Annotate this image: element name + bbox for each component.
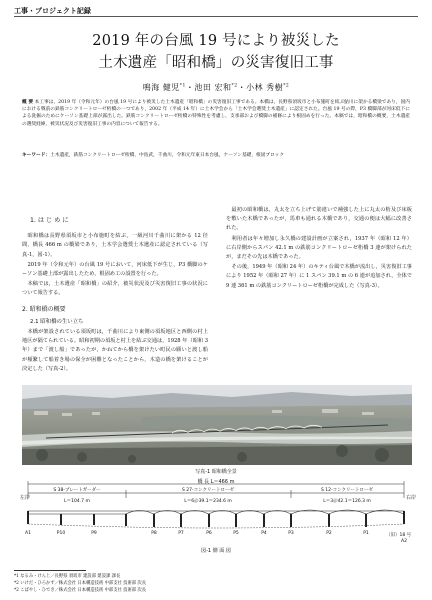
author-mark: *2 xyxy=(231,83,238,89)
body-paragraph: 昭和橋は長野県須坂市と小布施町を結ぶ，一級河川千曲川に架かる 12 径間，橋長 466 m の橋梁であり，土木学会選奨土木遺産に認定されている（写真-1，図-1）。 xyxy=(22,233,208,258)
side-elevation-figure xyxy=(14,478,418,558)
pier-label: A1 xyxy=(25,531,31,536)
pier-label: P1 xyxy=(363,531,369,536)
footnote: *2 こばやし・ひでき／株式会社 日本構造技術 中部支社 技術部 次長 xyxy=(14,588,147,593)
span-length-label: L＝6＠39.1＝234.6 m xyxy=(184,499,232,504)
right-bank-label: 右岸 xyxy=(406,495,417,501)
pier-label: P3 xyxy=(288,531,294,536)
keywords xyxy=(22,152,410,159)
article-title xyxy=(0,30,432,74)
span-type-label: S 27-コンクリートローゼ xyxy=(182,488,234,493)
subsection-heading: 2.1 昭和橋の生い立ち xyxy=(30,318,84,325)
river-label: （旧）18 号 xyxy=(386,533,412,538)
abstract xyxy=(22,99,410,128)
span-length-label: L＝104.7 m xyxy=(64,499,90,504)
author-name: 池田 宏和 xyxy=(194,83,232,92)
keywords-text: 土木遺産，鉄筋コンクリートローゼ桁橋，中島武，千曲川，令和元年東日本台風，ケーソン基礎，根固ブロック xyxy=(50,153,285,158)
figure-caption: 図-1 側 面 図 xyxy=(201,548,231,554)
left-bank-label: 左岸 xyxy=(20,495,31,501)
footnote-rule xyxy=(14,570,86,571)
pier-label: P2 xyxy=(326,531,332,536)
span-type-label: S 12-コンクリートローゼ xyxy=(321,488,373,493)
bridge-length-label: 橋 長 L＝466 m xyxy=(197,479,235,485)
girder-deck xyxy=(28,510,404,514)
keywords-label: キーワード： xyxy=(22,153,51,158)
ground-line xyxy=(28,524,404,528)
author-name: 鳴海 健児 xyxy=(142,83,180,92)
abstract-text: 本工事は，2019 年（令和元年）の台風 19 号により被災した土木遺産「昭和橋」の災害復旧工事である。本橋は，長野県須坂市と小布施町を結ぶ鮎川に架かる橋梁であり，国内における戦前の鉄筋コンクリートローゼ桁橋の一つであり，2002 年（平成 14 年）に土木学会から「土木学会選奨土木遺産」に認定された。台風 19 号の際，P3 橋脚部が河床低下による洗掘のためにケーソン基礎上部が露出した。鉄筋コンクリートローゼ桁橋の特殊性を考慮し，支承部および橋脚の補修により根固めを行った。本稿では，昭和橋の概要，土木遺産の選奨経緯，被災状況及び災害復旧工事の内容について報告する。 xyxy=(22,100,410,127)
span-length-label: L＝3＠42.1＝126.3 m xyxy=(323,499,371,504)
pier-label: P6 xyxy=(206,531,212,536)
pier-label: P10 xyxy=(56,531,66,536)
header-rule xyxy=(14,16,418,17)
footnote: *1 なるみ・けんじ／長野県 須坂市 建設部 建設課 課長 xyxy=(14,574,121,579)
footnote: *2 いけだ・ひろかず／株式会社 日本構造技術 中部支社 技術部 次長 xyxy=(14,581,147,586)
section-heading-2: 2. 昭和橋の概要 xyxy=(22,305,66,313)
pier-label: A2 xyxy=(401,539,407,544)
footnotes xyxy=(14,573,146,594)
abstract-label: 概 要 xyxy=(22,100,34,105)
photo-caption: 写真-1 昭和橋全景 xyxy=(195,469,237,475)
pier-label: P4 xyxy=(261,531,267,536)
author-mark: *1 xyxy=(179,83,186,89)
body-paragraph: その後，1949 年（昭和 24 年）のキティ台風で木橋が流出し，災害復旧工事により 1952 年（昭和 27 年）に 1 スパン 39.1 m の 6 連が追加され，全体で 9 連 361 m の鉄筋コンクリートローゼ桁橋が完成した（写真-3）。 xyxy=(226,264,412,289)
pier-columns xyxy=(27,511,405,527)
section-tag: 工事・プロジェクト記録 xyxy=(14,7,91,15)
body-paragraph: 最初の昭和橋は，丸太を立ち上げて筋違いで補強した上に丸太の桁及び床板を敷いた木橋であったが，馬車も通れる木橋であり，交通の便は大幅に改善された。 xyxy=(226,207,412,232)
side-elevation-drawing xyxy=(14,478,418,558)
right-column xyxy=(226,206,412,292)
pier-label: P8 xyxy=(151,531,157,536)
pier-label: P5 xyxy=(233,531,239,536)
author-list: 鳴海 健児$^{*1}$・池田 宏和$^{*2}$・小林 秀樹$^{*2}$ xyxy=(142,83,290,92)
body-paragraph: 本橋が架設されている須坂町は，千曲川により東側の須坂地区と西側の村上地区が隔てられている。昭和初期の須坂と村上を結ぶ交通は，1928 年（昭和 3 年）まで「渡し船」であったが，かねてから橋を架けたい町民の願いと渡し船が頻繁して船着き場の保全が困難となったことから，木造の橋を架けることが決定した（写真-2）。 xyxy=(22,329,208,372)
author-name: 小林 秀樹 xyxy=(246,83,284,92)
pier-label: P9 xyxy=(91,531,97,536)
body-paragraph: 2019 年（令和元年）の台風 19 号において，河床低下が生じ，P3 橋脚のケーソン基礎上部が露出したため，根固め工の設置を行った。 xyxy=(22,261,208,278)
title-line-2: 土木遺産「昭和橋」の災害復旧工事 xyxy=(98,55,334,71)
section-heading-1: 1. は じ め に xyxy=(30,217,69,224)
bridge-aerial-photo xyxy=(22,385,412,465)
pier-label: P7 xyxy=(178,531,184,536)
left-column xyxy=(22,216,208,375)
span-type-label: S 38-プレートガーダー xyxy=(53,488,101,493)
body-paragraph: 利用者は年々増加し永久橋の建設計画が立案され，1937 年（昭和 12 年）に右岸側からスパン 42.1 m の鉄筋コンクリートローゼ桁橋 3 連が架けられたが，まだその先は木橋であった。 xyxy=(226,235,412,261)
title-line-1: 2019 年の台風 19 号により被災した xyxy=(92,33,340,49)
body-paragraph: 本稿では，土木遺産「昭和橋」の紹介，被災状況及び災害復旧工事の状況について報告する。 xyxy=(22,281,208,297)
author-mark: *2 xyxy=(283,83,290,89)
bridge-aerial-photo-image xyxy=(22,385,412,465)
